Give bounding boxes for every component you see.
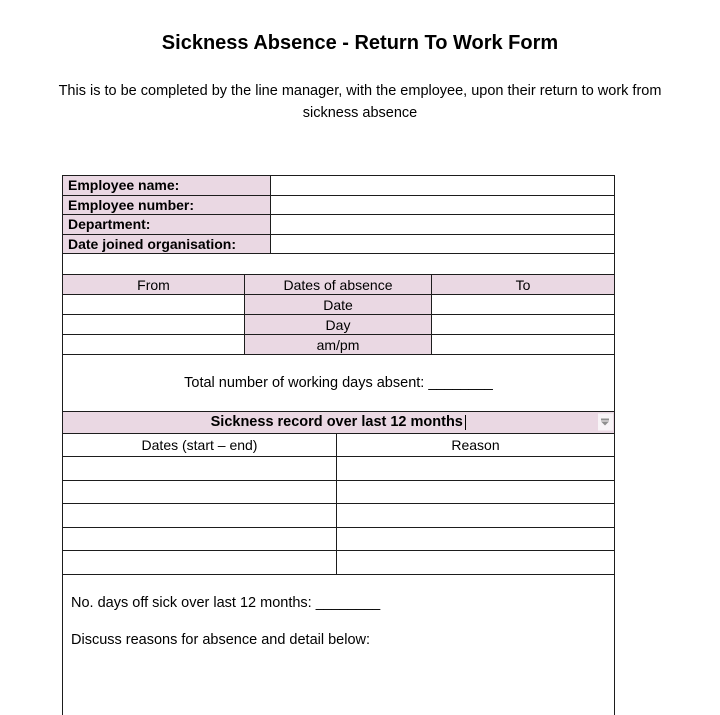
to-column-header: To [432, 275, 614, 294]
sickness-record-row-3 [63, 504, 614, 528]
day-label: Day [245, 315, 432, 334]
date-label: Date [245, 295, 432, 314]
reason-input[interactable] [337, 551, 614, 574]
employee-number-label: Employee number: [63, 196, 271, 215]
summary-cell [63, 575, 614, 715]
employee-name-input[interactable] [271, 176, 614, 195]
dates-of-absence-header: Dates of absence [245, 275, 432, 294]
absence-day-row [63, 315, 614, 335]
department-label: Department: [63, 215, 271, 234]
from-date-input[interactable] [63, 295, 245, 314]
sickness-record-row-1 [63, 457, 614, 481]
reason-header: Reason [451, 436, 500, 453]
to-day-input[interactable] [432, 315, 614, 334]
sickness-record-header-row [63, 434, 614, 458]
from-ampm-input[interactable] [63, 335, 245, 354]
department-input[interactable] [271, 215, 614, 234]
return-to-work-form-table [62, 175, 615, 715]
page-subtitle: This is to be completed by the line manager, with the employee, upon their return to work from sickness absence [58, 83, 662, 121]
dates-input[interactable] [63, 528, 337, 551]
dates-input[interactable] [63, 457, 337, 480]
sickness-record-row-4 [63, 528, 614, 552]
spacer-cell[interactable] [63, 254, 614, 274]
reason-input[interactable] [337, 528, 614, 551]
reason-input[interactable] [337, 481, 614, 504]
date-joined-label: Date joined organisation: [63, 235, 271, 254]
spacer-row[interactable] [63, 254, 614, 275]
dates-input[interactable] [63, 481, 337, 504]
absence-header-row [63, 275, 614, 295]
employee-name-label: Employee name: [63, 176, 271, 195]
reason-input[interactable] [337, 504, 614, 527]
summary-row [63, 575, 614, 715]
employee-number-input[interactable] [271, 196, 614, 215]
text-cursor-caret [465, 415, 467, 430]
total-days-absent-blank[interactable]: Total number of working days absent: ________ [184, 374, 493, 391]
employee-name-row [63, 176, 614, 196]
dropdown-chevron-icon[interactable] [598, 414, 613, 431]
dates-input[interactable] [63, 551, 337, 574]
absence-ampm-row [63, 335, 614, 355]
from-day-input[interactable] [63, 315, 245, 334]
dates-start-end-header: Dates (start – end) [63, 434, 337, 457]
date-joined-row [63, 235, 614, 255]
page-title: Sickness Absence - Return To Work Form [161, 32, 559, 54]
discuss-reasons-label: Discuss reasons for absence and detail below: [71, 631, 371, 648]
sickness-record-title: Sickness record over last 12 months [210, 414, 463, 430]
total-days-row [63, 355, 614, 412]
employee-number-row [63, 196, 614, 216]
dropdown-icon-bar [601, 419, 609, 421]
ampm-label: am/pm [245, 335, 432, 354]
department-row [63, 215, 614, 235]
to-ampm-input[interactable] [432, 335, 614, 354]
chevron-down-icon [601, 422, 609, 426]
dates-input[interactable] [63, 504, 337, 527]
sickness-record-title-row[interactable] [63, 412, 614, 434]
document-page [0, 30, 720, 696]
sickness-record-row-5 [63, 551, 614, 575]
days-off-sick-blank[interactable]: No. days off sick over last 12 months: ________ [71, 594, 381, 611]
sickness-record-title-cell[interactable] [63, 412, 614, 433]
reason-input[interactable] [337, 457, 614, 480]
to-date-input[interactable] [432, 295, 614, 314]
sickness-record-row-2 [63, 481, 614, 505]
date-joined-input[interactable] [271, 235, 614, 254]
absence-date-row [63, 295, 614, 315]
from-column-header: From [63, 275, 245, 294]
